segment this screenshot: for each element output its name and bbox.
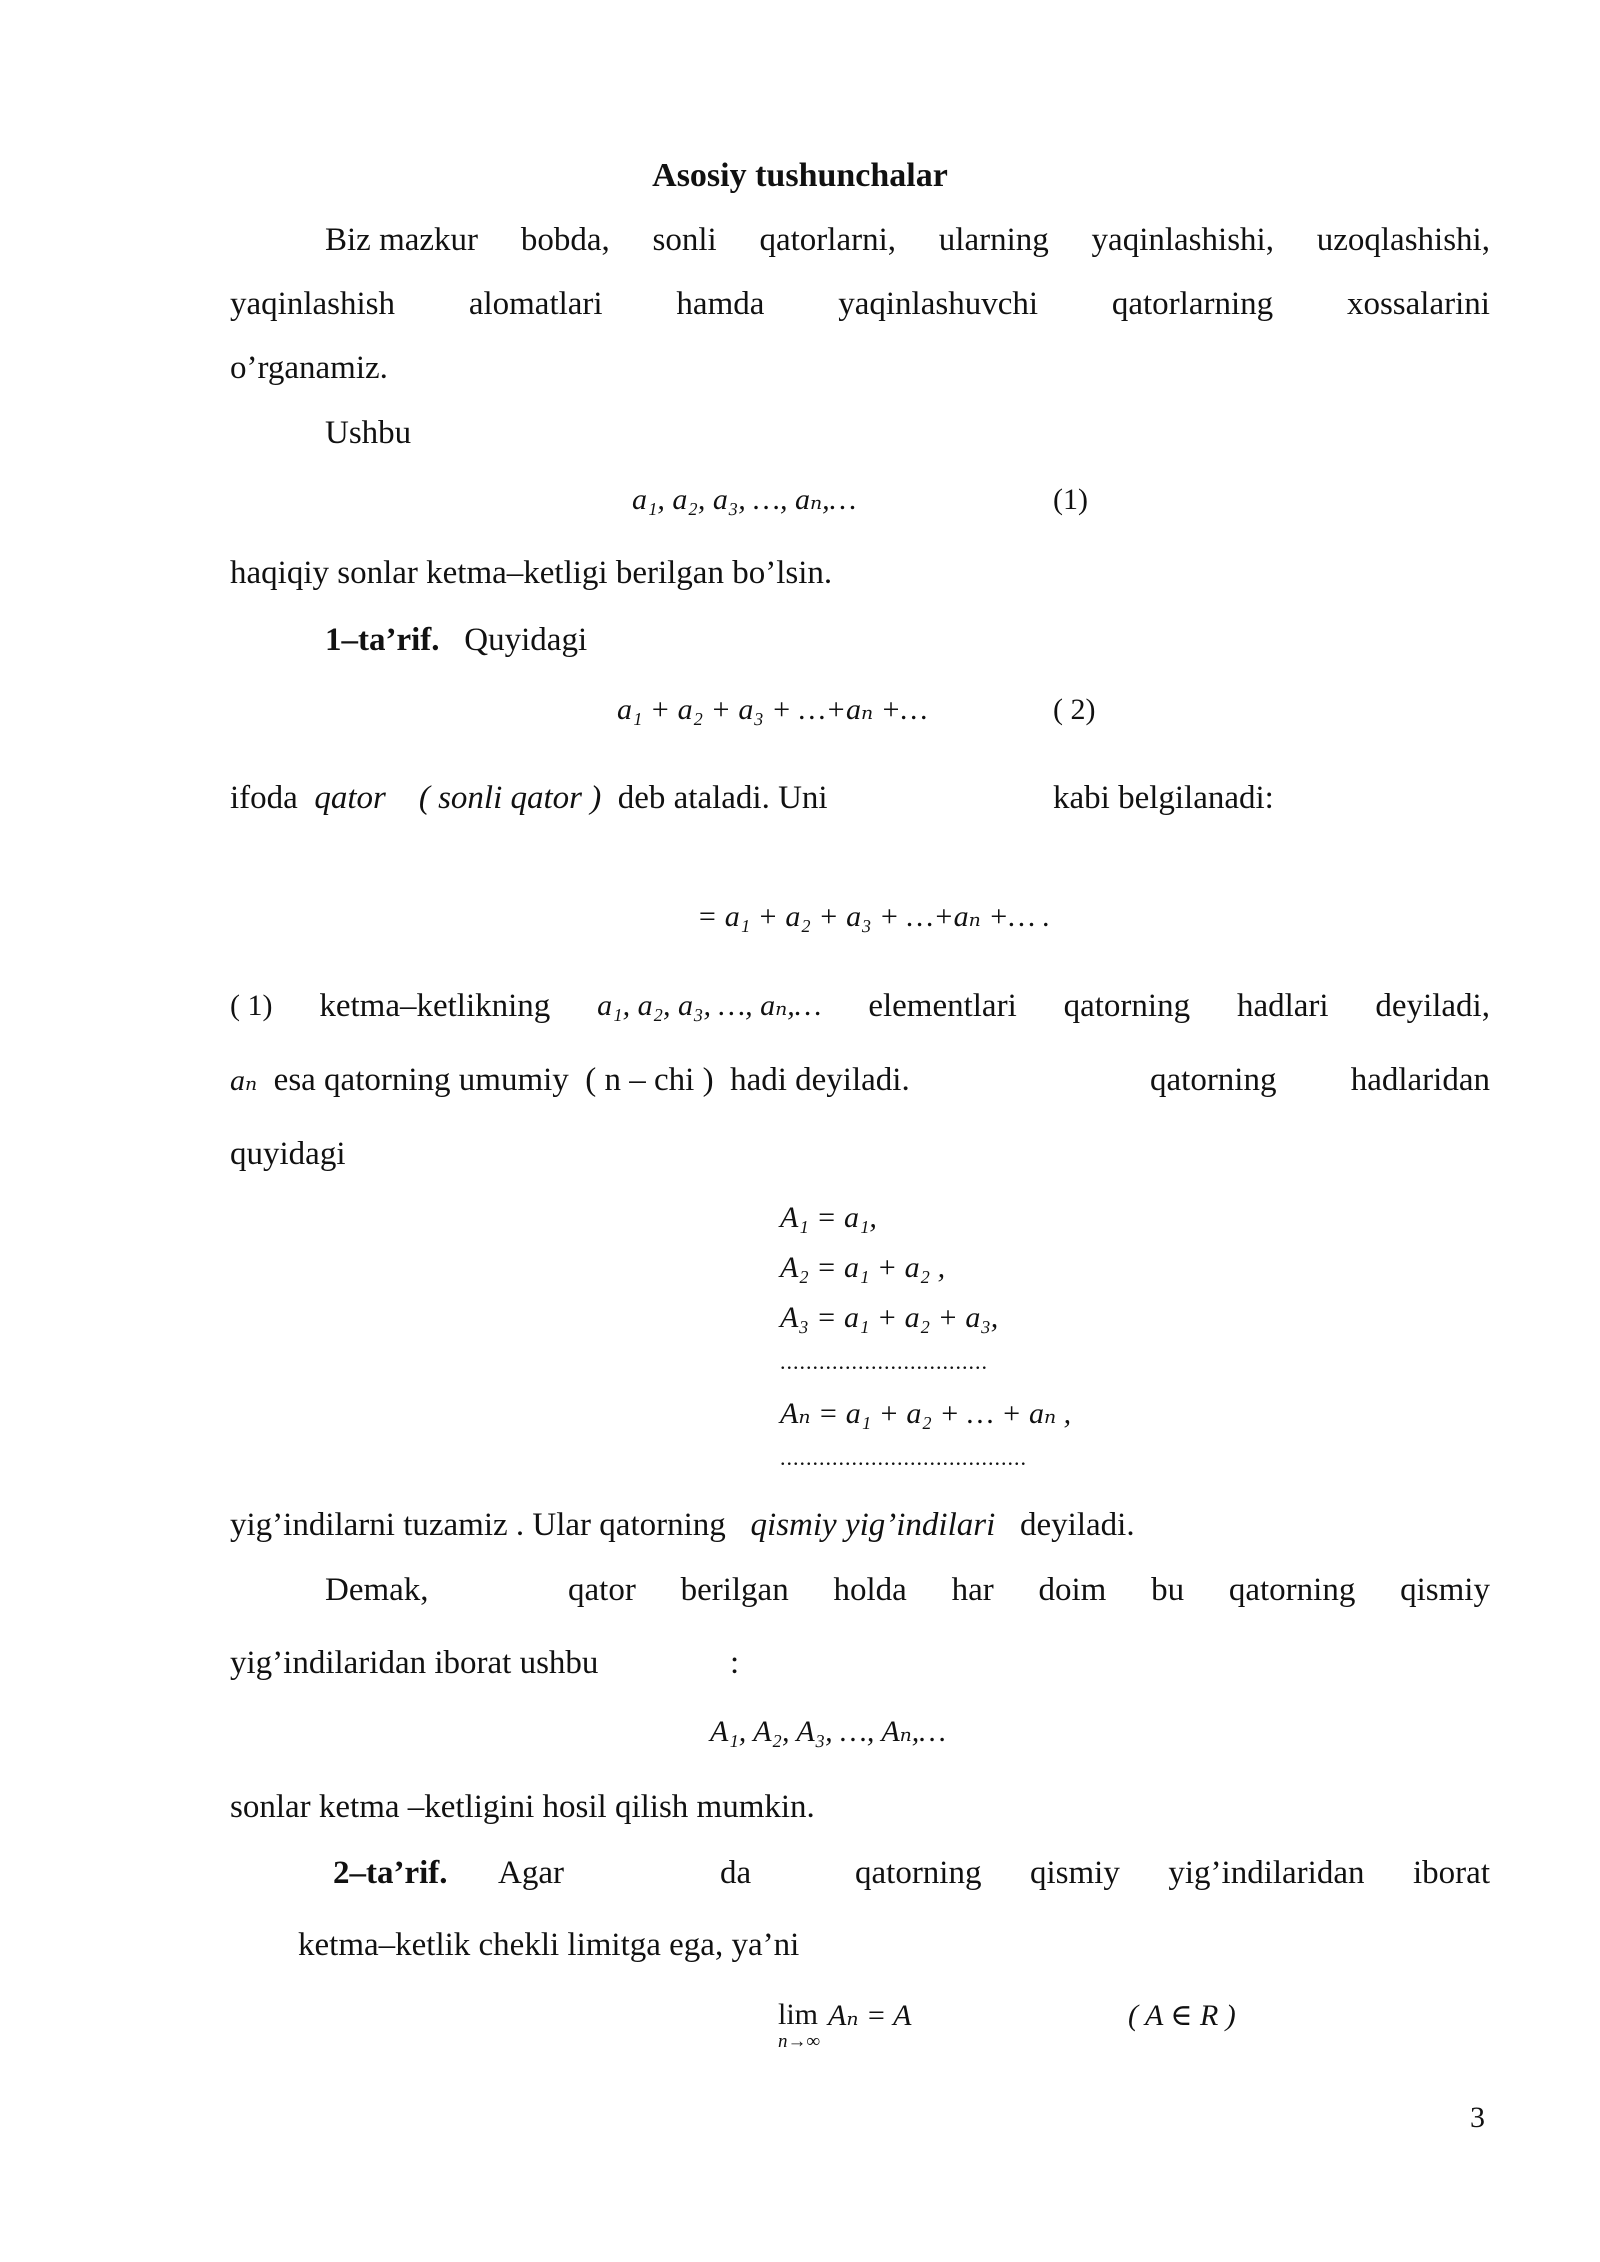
word: elementlari — [868, 988, 1017, 1024]
word: holda — [833, 1572, 907, 1608]
ifoda-line — [230, 778, 828, 818]
word: bobda, — [520, 222, 610, 258]
word: yig’indilaridan — [1168, 1855, 1365, 1891]
definition-2-line — [855, 1853, 1490, 1893]
definition-1-label: 1–ta’rif. — [325, 622, 440, 658]
word: hamda — [676, 286, 765, 322]
yig2-colon: : — [730, 1645, 740, 1681]
sum-row: A₂ = a₁ + a₂ , — [780, 1251, 946, 1284]
word: xossalarini — [1346, 286, 1490, 322]
word: Biz mazkur — [325, 222, 479, 258]
word: deyiladi, — [1375, 988, 1490, 1024]
word: qatorning — [1150, 1062, 1277, 1098]
equation-3: = a₁ + a₂ + a₃ + …+aₙ +… . — [697, 900, 1051, 933]
term-sonli-qator: ( sonli qator ) — [418, 780, 602, 816]
word: har — [951, 1572, 994, 1608]
page-title: Asosiy tushunchalar — [652, 157, 948, 194]
word: hadlari — [1236, 988, 1329, 1024]
equation-4: A₁, A₂, A₃, …, Aₙ,… — [710, 1715, 946, 1748]
word: yaqinlashish — [230, 286, 395, 322]
term-an: aₙ — [230, 1064, 258, 1097]
sum-dots: ................................ — [780, 1349, 988, 1374]
equation-1: a₁, a₂, a₃, …, aₙ,… — [632, 483, 857, 516]
definition-1-text: Quyidagi — [464, 622, 588, 658]
word: qatorlarning — [1111, 286, 1274, 322]
para1-line3: o’rganamiz. — [230, 350, 388, 386]
word: doim — [1038, 1572, 1107, 1608]
word: qismiy — [1400, 1572, 1490, 1608]
word: ifoda — [230, 780, 298, 816]
word: yig’indilarni tuzamiz . Ular qatorning — [230, 1507, 726, 1543]
word: Agar — [498, 1855, 564, 1891]
term-qator: qator — [314, 780, 386, 816]
word: bu — [1151, 1572, 1185, 1608]
word: iborat — [1413, 1855, 1490, 1891]
sum-row: A₃ = a₁ + a₂ + a₃, — [780, 1301, 999, 1334]
word: uzoqlashishi, — [1316, 222, 1490, 258]
ketma-line — [230, 986, 1490, 1026]
equation-1-label: (1) — [1053, 483, 1088, 516]
word: ularning — [938, 222, 1049, 258]
sonlar-line: sonlar ketma –ketligini hosil qilish mumkin. — [230, 1789, 815, 1825]
haqiqiy-line: haqiqiy sonlar ketma–ketligi berilgan bo’lsin. — [230, 555, 833, 591]
word: yaqinlashuvchi — [838, 286, 1039, 322]
word: qatorning — [855, 1855, 982, 1891]
word: qatorlarni, — [759, 222, 896, 258]
ref-1: ( 1) — [230, 989, 273, 1022]
sum-row: Aₙ = a₁ + a₂ + … + aₙ , — [780, 1397, 1072, 1430]
word: esa qatorning umumiy — [273, 1062, 569, 1098]
yig-line — [230, 1505, 1135, 1545]
word: qismiy — [1030, 1855, 1120, 1891]
lim-operator: lim — [778, 1998, 819, 2031]
ifoda-line-end: kabi belgilanadi: — [1053, 780, 1274, 816]
word: da — [720, 1855, 752, 1891]
quyidagi-line: quyidagi — [230, 1136, 346, 1172]
sequence-expr: a₁, a₂, a₃, …, aₙ,… — [597, 989, 822, 1022]
demak-word: Demak, — [325, 1572, 429, 1608]
term-qismiy-yigindilari: qismiy yig’indilari — [750, 1507, 996, 1543]
an-line-end — [1150, 1060, 1490, 1100]
word: qatorning — [1063, 988, 1191, 1024]
equation-2: a₁ + a₂ + a₃ + …+aₙ +… — [617, 693, 928, 726]
para1-line1 — [325, 220, 1490, 260]
lim-subscript: n→∞ — [778, 2031, 821, 2052]
word: hadlaridan — [1350, 1062, 1490, 1098]
equation-5-condition: ( A ∈ R ) — [1128, 1999, 1236, 2032]
word: deyiladi. — [1020, 1507, 1135, 1543]
sum-dots: ...................................... — [780, 1445, 1027, 1470]
ushbu-text: Ushbu — [325, 415, 412, 451]
word: sonli — [652, 222, 717, 258]
word: qatorning — [1228, 1572, 1356, 1608]
page-number: 3 — [1470, 2101, 1485, 2134]
word: deb ataladi. Uni — [617, 780, 828, 816]
definition-1 — [325, 620, 587, 660]
ketma2-line: ketma–ketlik chekli limitga ega, ya’ni — [298, 1927, 800, 1963]
demak-line — [568, 1570, 1490, 1610]
word: berilgan — [680, 1572, 789, 1608]
equation-5: Aₙ = A — [828, 1999, 912, 2032]
word: qator — [568, 1572, 636, 1608]
an-line — [230, 1060, 910, 1101]
sum-row: A₁ = a₁, — [780, 1201, 877, 1234]
term-n-chi: ( n – chi ) — [585, 1062, 714, 1098]
equation-2-label: ( 2) — [1053, 693, 1096, 726]
definition-2-label: 2–ta’rif. — [333, 1855, 448, 1891]
word: yaqinlashishi, — [1091, 222, 1274, 258]
yig2-line: yig’indilaridan iborat ushbu — [230, 1645, 599, 1681]
para1-line2 — [230, 284, 1490, 324]
word: ketma–ketlikning — [319, 988, 551, 1024]
word: alomatlari — [468, 286, 603, 322]
word: hadi deyiladi. — [730, 1062, 910, 1098]
